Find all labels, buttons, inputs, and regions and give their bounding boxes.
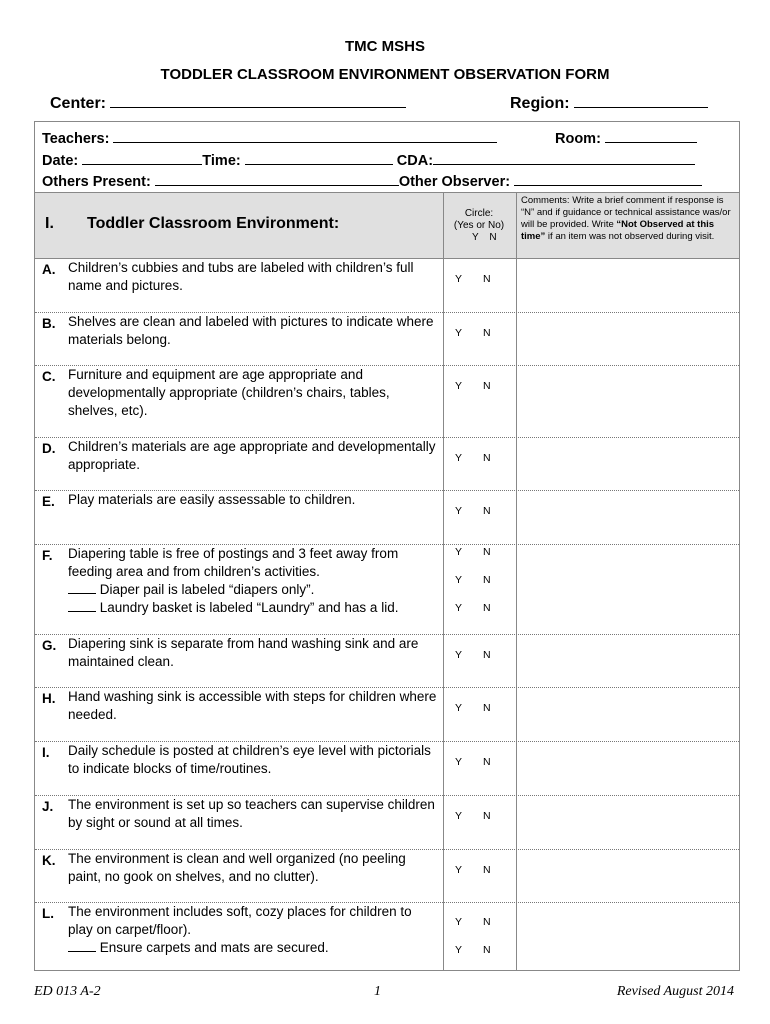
item-text: Hand washing sink is accessible with steps for children where needed. <box>68 689 437 722</box>
item-text: The environment is set up so teachers can supervise children by sight or sound at all times. <box>68 797 435 830</box>
item-row-d <box>35 437 739 491</box>
item-text: Diapering sink is separate from hand washing sink and are maintained clean. <box>68 636 419 669</box>
yn-choice[interactable]: Y N <box>455 505 491 517</box>
item-letter: F. <box>42 548 53 563</box>
sub-item-diaper-pail: Diaper pail is labeled “diapers only”. <box>68 581 438 599</box>
item-text: The environment includes soft, cozy places for children to play on carpet/floor). Ensure carpets and mats are secured. <box>68 903 438 957</box>
teachers-blank[interactable] <box>113 128 497 143</box>
checkbox-blank[interactable] <box>68 581 96 594</box>
item-row-h <box>35 687 739 742</box>
cda-label: CDA: <box>396 153 434 169</box>
form-code: ED 013 A-2 <box>34 984 101 999</box>
cda-blank[interactable] <box>433 150 695 165</box>
sub-item-carpets: Ensure carpets and mats are secured. <box>68 939 438 957</box>
observation-table <box>34 193 740 971</box>
yn-choice[interactable]: Y N <box>455 810 491 822</box>
item-row-g <box>35 634 739 688</box>
item-row-a <box>35 258 739 313</box>
checkbox-blank[interactable] <box>68 599 96 612</box>
item-letter: K. <box>42 853 56 868</box>
form-title: TODDLER CLASSROOM ENVIRONMENT OBSERVATION FORM <box>160 66 610 83</box>
room-label: Room: <box>555 131 601 147</box>
section-title: Toddler Classroom Environment: <box>87 215 340 232</box>
center-label: Center: <box>50 95 107 112</box>
other-observer-label: Other Observer: <box>398 174 511 190</box>
center-field[interactable] <box>50 93 406 113</box>
revision-date: Revised August 2014 <box>616 984 734 999</box>
item-row-l <box>35 902 739 970</box>
item-letter: J. <box>42 799 54 814</box>
circle-header <box>443 208 515 244</box>
item-letter: L. <box>42 906 54 921</box>
item-letter: G. <box>42 638 57 653</box>
region-blank[interactable] <box>574 93 708 108</box>
teachers-label: Teachers: <box>42 131 110 147</box>
item-letter: I. <box>42 745 50 760</box>
item-text: The environment is clean and well organized (no peeling paint, no gook on shelves, and no clutter). <box>68 851 406 884</box>
circle-sub: (Yes or No) <box>453 220 505 231</box>
circle-yn: Y N <box>472 232 497 243</box>
item-text: Diapering table is free of postings and 3 feet away from feeding area and from children’s activities. Diaper pail is labeled “diapers only”. Laundry basket is labeled “Laundry” and has a lid. <box>68 545 438 617</box>
teachers-row <box>42 128 497 147</box>
item-letter: B. <box>42 316 56 331</box>
page-number: 1 <box>374 984 381 999</box>
others-row <box>42 171 702 190</box>
yn-choice[interactable]: Y N <box>455 327 491 339</box>
center-blank[interactable] <box>110 93 406 108</box>
yn-choice[interactable]: Y N <box>455 546 491 558</box>
item-letter: A. <box>42 262 56 277</box>
info-box <box>34 121 740 193</box>
yn-choice[interactable]: Y N <box>455 602 491 614</box>
others-label: Others Present: <box>42 174 151 190</box>
yn-choice[interactable]: Y N <box>455 756 491 768</box>
yn-choice[interactable]: Y N <box>455 649 491 661</box>
item-letter: E. <box>42 494 55 509</box>
item-text: Children’s materials are age appropriate and developmentally appropriate. <box>68 439 436 472</box>
item-row-j <box>35 795 739 850</box>
item-row-c <box>35 365 739 438</box>
item-letter: C. <box>42 369 56 384</box>
item-text: Play materials are easily assessable to children. <box>68 492 356 507</box>
item-letter: H. <box>42 691 56 706</box>
item-text: Furniture and equipment are age appropriate and developmentally appropriate (children’s chairs, tables, shelves, etc). <box>68 367 390 418</box>
item-row-f <box>35 544 739 635</box>
section-header <box>35 193 739 259</box>
time-label: Time: <box>202 153 241 169</box>
yn-choice[interactable]: Y N <box>455 864 491 876</box>
org-title: TMC MSHS <box>345 38 425 55</box>
item-text: Shelves are clean and labeled with pictures to indicate where materials belong. <box>68 314 434 347</box>
item-row-i <box>35 741 739 796</box>
item-letter: D. <box>42 441 56 456</box>
yn-choice[interactable]: Y N <box>455 944 491 956</box>
yn-choice[interactable]: Y N <box>455 380 491 392</box>
date-blank[interactable] <box>82 150 202 165</box>
yn-choice[interactable]: Y N <box>455 273 491 285</box>
yn-choice[interactable]: Y N <box>455 574 491 586</box>
item-text: Daily schedule is posted at children’s eye level with pictorials to indicate blocks of time/routines. <box>68 743 431 776</box>
room-blank[interactable] <box>605 128 697 143</box>
checkbox-blank[interactable] <box>68 939 96 952</box>
other-observer-blank[interactable] <box>514 171 702 186</box>
item-row-k <box>35 849 739 903</box>
time-blank[interactable] <box>245 150 393 165</box>
item-row-e <box>35 490 739 545</box>
date-row <box>42 150 695 169</box>
others-blank[interactable] <box>155 171 399 186</box>
room-row <box>555 128 697 147</box>
item-row-b <box>35 312 739 366</box>
date-label: Date: <box>42 153 79 169</box>
section-number: I. <box>45 215 54 232</box>
yn-choice[interactable]: Y N <box>455 916 491 928</box>
region-field[interactable] <box>510 93 708 113</box>
item-text: Children’s cubbies and tubs are labeled with children’s full name and pictures. <box>68 260 414 293</box>
yn-choice[interactable]: Y N <box>455 702 491 714</box>
yn-choice[interactable]: Y N <box>455 452 491 464</box>
circle-label: Circle: <box>464 208 494 219</box>
sub-item-laundry-basket: Laundry basket is labeled “Laundry” and has a lid. <box>68 599 438 617</box>
comments-header: Comments: Write a brief comment if response is “N” and if guidance or technical assistance was/or will be provided. Write “Not Observed at this time” if an item was not observed during visit. <box>521 195 731 242</box>
region-label: Region: <box>510 95 570 112</box>
